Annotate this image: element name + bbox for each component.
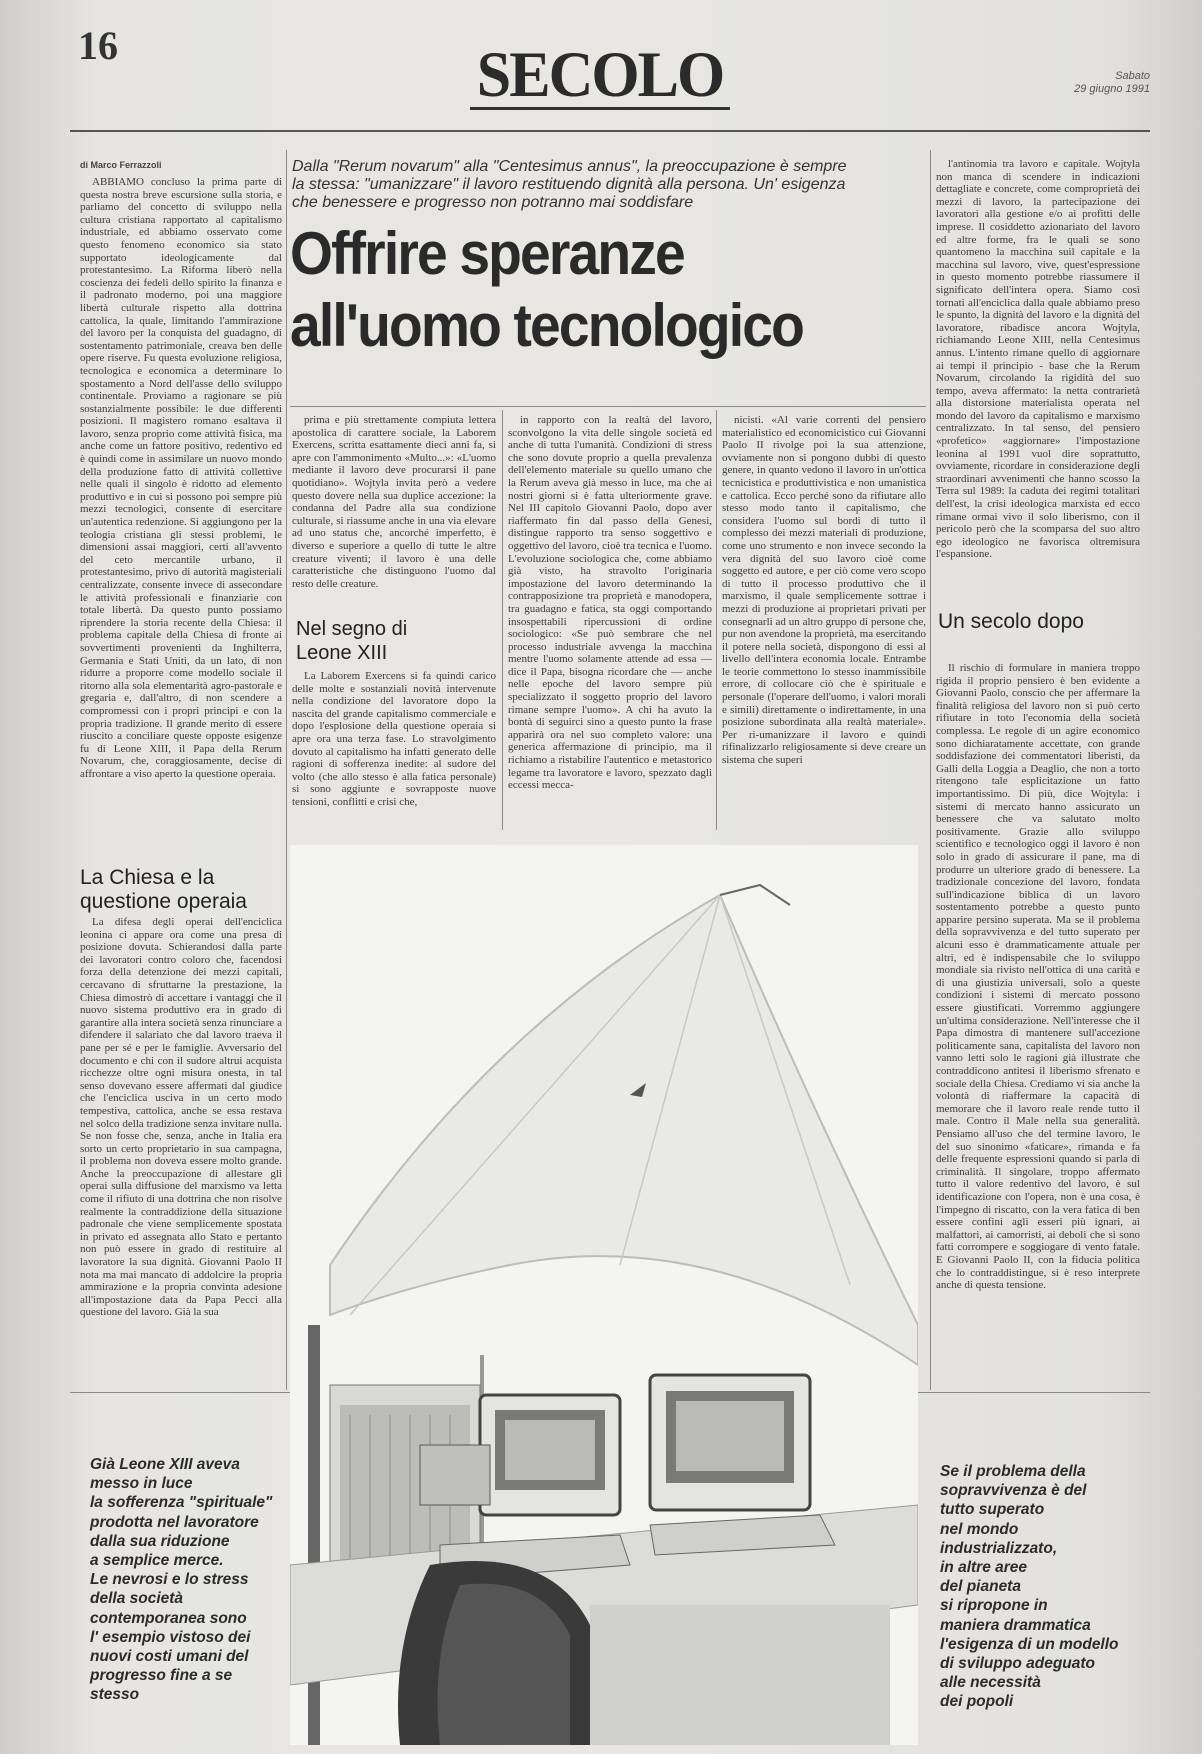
byline: di Marco Ferrazzoli [80, 160, 162, 170]
column-1-subhead: La Chiesa e la questione operaia [80, 866, 247, 913]
column-2-paragraph-2: La Laborem Exercens si fa quindi carico delle molte e sostanziali novità intervenute nella condizione del lavoratore dopo la nascita del grande capitalismo commerciale e dopo l'esplosione della questione operaia si apre ora una terza fase. Lo stravolgimento dovuto al capitalismo ha infatti generato delle ragioni di sofferenza inedite: al sudore del volto (che allo stesso è alla fatica personale) si sono aggiunte e sovrapposte nuove tensioni, conflitti e crisi che, [292, 670, 496, 808]
column-4-body [722, 414, 926, 830]
article-kicker: Dalla "Rerum novarum" alla "Centesimus annus", la preoccupazione è sempre la stessa: "umanizzare" il lavoro restituendo dignità alla persona. Un' esigenza che benessere e progresso non potranno mai soddisfare [292, 158, 847, 211]
column-1-body-2 [80, 916, 282, 1386]
pullquote-left: Già Leone XIII aveva messo in luce la sofferenza "spirituale" prodotta nel lavoratore dalla sua riduzione a semplice merce. Le nevrosi e lo stress della società contemporanea sono l' esempio vistoso dei nuovi costi umani del progresso fine a se stesso [90, 1456, 273, 1704]
computer-workstation-photo [290, 845, 918, 1745]
column-5-body [936, 158, 1140, 598]
column-2-subhead: Nel segno di Leone XIII [296, 618, 408, 664]
column-5-subhead: Un secolo dopo [938, 610, 1084, 633]
masthead-logo: SECOLO [476, 39, 724, 111]
headline-line-1: Offrire speranze [290, 220, 684, 287]
page-number: 16 [78, 23, 118, 68]
top-rule [70, 130, 1150, 132]
column-2-body-2 [292, 670, 496, 830]
column-1-paragraph-2: La difesa degli operai dell'enciclica leonina ci appare ora come una presa di posizione dovuta. Schierandosi dalla parte dei lavoratori contro coloro che, facendosi forza della detenzione dei mezzi capitali, cercavano di sfruttarne la prestazione, la Chiesa dimostrò di accettare i vantaggi che il nuovo sistema produttivo era in grado di garantire alla intera società senza rinunciare a difendere il salariato che dal lavoro traeva il pane per sé e per le famiglie. Avversario del documento e chi con il sudore altrui acquista ricchezze oltre ogni misura onesta, in tal senso dovevano essere affermati dal giudice che l'enciclica usciva in un certo modo tempestiva, cattolica, anche se essa restava nel solco della tradizione senza invitare nulla. Se non fosse che, senza, anche in Italia era sorto un certo proprietario in sua campagna, il problema non doveva essere molto grande. Anche la preoccupazione di allestare gli operai sulla diffusione del marxismo va letta come il rifiuto di una dottrina che non risolve realmente la contraddizione della situazione padronale che viene semplicemente spostata in privato ed assegnata allo Stato e pertanto non può essere in grado di restituire al lavoratore la sua dignità. Giovanni Paolo II nota ma mai mancato di addolcire la propria ammirazione e la propria convinta adesione all'impostazione data da Papa Pecci alla questione del lavoro. Già la sua [80, 916, 282, 1319]
photo-illustration [290, 845, 918, 1745]
column-1-paragraph: ABBIAMO concluso la prima parte di questa nostra breve escursione sulla storia, e parliamo del concetto di sviluppo nella cultura cristiana rapportato al capitalismo industriale, ed abbiamo osservato come questo fenomeno economico sia stato supportato ideologicamente dal protestantesimo. La Riforma liberò nella coscienza dei fedeli dello spirito la finanza e il padronato moderno, poi una maggiore libertà culturale rispetto alla dottrina cattolica, la quale, limitando l'ammirazione del lavoro per la conquista del guadagno, di sostentamento patrimoniale, creava ben delle opere riserve. Fu questa evoluzione religiosa, tecnologica e economica a determinare lo spostamento a Nord dell'asse dello sviluppo continentale. Proviamo a ragionare se più sostanzialmente possibile: le due differenti posizioni. Il magistero romano esaltava il lavoro, senza proprio come attività fisica, ma anche come un fattore positivo, redentivo ed è quindi come in assimilare un nuovo mondo della produzione fatto di attività collettive nelle quali il singolo è ridotto ad elemento produttivo e in cui si possono poi sempre più mezzi tecnologici, consente di esercitare un'autentica redenzione. Si aggiungono per la teologia cristiana gli stessi problemi, le dimensioni assai maggiori, certi all'avvento del ceto mercantile urbano, il protestantesimo, privo di autorità magisteriali centralizzate, consente invece di assecondare le attività professionali e finanziarie con totale libertà. Da questo punto possiamo riprendere la storia recente della Chiesa: il problema capitale della Chiesa di fronte ai sovvertimenti provenienti da Inghilterra, Germania e Stati Uniti, da un lato, di non ridurre a proporre come modello sociale il ritorno alla sola elementarità agro-pastorale e gregaria e, dall'altro, di non scendere a compromessi con i propri principi e con la propria tradizione. Il grande merito di essere riuscito a conciliare queste opposte esigenze fu di Leone XIII, il Papa della Rerum Novarum, che, coraggiosamente, decise di affrontare a viso aperto la questione operaia. [80, 176, 282, 780]
column-3-body [508, 414, 712, 830]
masthead [470, 40, 730, 110]
column-rule [716, 410, 717, 830]
column-5-paragraph-2: Il rischio di formulare in maniera troppo rigida il proprio pensiero è ben evidente a Giovanni Paolo, conscio che per affermare la finalità religiosa del lavoro non si può certo rifiutare in toto l'economia della società complessa. Le regole di un agire economico sono dichiaratamente accettate, con grande soddisfazione dei commentatori liberisti, da Galli della Loggia a Deaglio, che non a torto ritengono tale esplicitazione un fatto importantissimo. Di più, dice Wojtyla: i sistemi di mercato hanno assicurato un benessere che va salutato molto positivamente. Grazie allo sviluppo scientifico e tecnologico oggi il lavoro è non solo in grado di assicurare il pane, ma di produrre un ulteriore grado di benessere. La tradizionale concezione del lavoro, fondata sull'indicazione biblica di un lavoro sostentamento potrebbe a questo punto apparire persino superata. Ma se il problema della sopravvivenza e del tutto superato per alcuni esso è drammaticamente attuale per altri, ed è indispensabile che lo sviluppo mondiale sia rivisto nell'ottica di una carità e di una giustizia universali, solo a queste condizioni i sistemi di mercato possono essere giustificati. Vorremmo aggiungere un'ultima considerazione. Nell'interesse che il Papa dimostra di mantenere sull'accezione politicamente sana, capitalista del lavoro non vanno letti solo le ragioni già illustrate che contraddicono antitesi il liberismo sfrenato e sociale della Chiesa. Crediamo vi sia anche la volontà di riaffermare la capacità di memorare che il lavoro reale rende tutto il male. Contro il Male nella sua generalità. Pensiamo all'uso che del termine lavoro, le del suo sinonimo «faticare», rimanda e fa delle frequente espressioni quando si parla di criminalità. Il singolare, troppo affermato tutto il valore redentivo del lavoro, è sul identificazione con l'opera, non è una cosa, è l'impegno di riscatto, con la vera fatica di ben essere confini agli esseri più ignari, ai malfattori, ai camorristi, ai deboli che si sono fatti corrompere e soggiogare di vento fatale. E Giovanni Paolo II, con la fiducia politica che lo contraddistingue, si è reso interprete anche di questa tensione. [936, 662, 1140, 1292]
column-2-paragraph: prima e più strettamente compiuta lettera apostolica di carattere sociale, la Laborem Exercens, scritta esattamente dieci anni fa, si apre con l'ammonimento «Multo...»: «L'uomo mediante il lavoro deve procurarsi il pane quotidiano». Wojtyla invita però a vedere questo dovere nella sua duplice accezione: la condanna del Padre alla sua condizione culturale, si riassume anche in una via elevare ad uno status che, ancorché imperfetto, è diverso e superiore a quello di tutte le altre creature viventi; il lavoro è una delle caratteristiche che distinguono l'uomo dal resto delle creature. [292, 414, 496, 590]
column-rule [286, 150, 287, 1390]
dateline: Sabato 29 giugno 1991 [1074, 70, 1150, 95]
headline-line-2: all'uomo tecnologico [290, 292, 804, 359]
pullquote-right: Se il problema della sopravvivenza è del tutto superato nel mondo industrializzato, in altre aree del pianeta si ripropone in maniera drammatica l'esigenza di un modello di sviluppo adeguato alle necessità dei popoli [940, 1463, 1119, 1711]
section-rule [290, 406, 926, 407]
column-1-body [80, 176, 282, 856]
column-4-paragraph: nicisti. «Al varie correnti del pensiero materialistico ed economicistico cui Giovanni Paolo II rivolge poi la sua attenzione, ovviamente non si pongono dubbi di questo genere, in quanto vedono il lavoro in un'ottica tecnicistica e produttivistica e non umanistica e cattolica. Ecco perché sono da rifiutare allo stesso modo tanto il capitalismo, che considera l'uomo sul bordi di tutto il complesso dei mezzi materiali di produzione, come uno strumento e non invece secondo la vera dignità del suo lavoro cioè come soggetto ed autore, e per ciò come vero scopo di tutto il processo produttivo che il marxismo, il quale semplicemente sottrae i mezzi di produzione ai proprietari privati per consegnarli ad un altro gruppo di persone che, pur non avendone la proprietà, ma esercitando il potere nella società, dispongono di essi al livello dell'intera economia locale. Entrambe le teorie commettono lo stesso inammissibile errore, di collocare ciò che è spirituale e personale (l'operare dell'uomo, i valori morali e simili) direttamente o indirettamente, in una posizione subordinata alla realtà materiale». Per ri-umanizzare il lavoro e quindi rifinalizzarlo religiosamente si deve creare un sistema che superi [722, 414, 926, 767]
column-rule [502, 410, 503, 830]
column-rule [930, 150, 931, 1390]
column-3-paragraph: in rapporto con la realtà del lavoro, sconvolgono la vita delle singole società ed anche di tutta l'umanità. Condizioni di stress che sono dovute proprio a quella prevalenza dell'elemento materiale su quello umano che la Rerum aveva già messo in luce, ma che ai nostri giorni si è fatta ulteriormente grave. Nel III capitolo Giovanni Paolo, dopo aver riaffermato fin dal passo della Genesi, distingue rapporto tra senso soggettivo e oggettivo del lavoro, cioè tra tecnica e l'uomo. L'evoluzione sociologica che, come abbiamo già visto, ha stravolto l'originaria impostazione del lavoro determinando la contrapposizione tra proprietà e manodopera, tra guadagno e fatica, sta oggi comportando insospettabili ripercussioni di ordine sociologico: «Se può sembrare che nel processo industriale avvenga la macchina mentre l'uomo solamente attende ad essa — dice il Papa, bisogna ricordare che — anche nelle epoche del lavoro sempre più specializzato il soggetto proprio del lavoro rimane sempre l'uomo». A chi ha avuto la bontà di seguirci sino a questo punto la frase apparirà ora nel suo completo valore: una generica affermazione di principio, ma il richiamo a ristabilire l'autentico e metastorico legame tra lavoratore e lavoro, spezzato dagli eccessi mecca- [508, 414, 712, 792]
column-2-body [292, 414, 496, 614]
article-headline [290, 218, 842, 362]
column-5-paragraph: l'antinomia tra lavoro e capitale. Wojtyla non manca di scendere in indicazioni dettagliate e concrete, come comproprietà dei mezzi di lavoro, la partecipazione dei lavoratori alla gestione e/o ai profitti delle imprese. Il cosiddetto azionariato del lavoro ed altre forme, fra le quali se sono quantomeno la macchina suil capitale e la macchina sul lavoro, vive, quest'espressione in questo momento potrebbe riassumere il significato dell'intera opera. Siamo così tornati all'enciclica dalla quale abbiamo preso le spunto, la dignità del lavoro e la dignità del lavoratore, ribadisce ancora Wojtyla, richiamando Leone XIII, nella Centesimus annus. L'intento rimane quello di aggiornare ai tempi il principio - base che la Rerum Novarum, circolando la rigidità del suo tempo, aveva affermato: la netta contrarietà alla distorsione materialista operata nel mondo del lavoro da capitalismo e marxismo centralizzato. In tal senso, del pensiero «profetico» «aggiornare» l'impostazione leonina al 1991 vuol dire soprattutto, ovviamente, ricordare in considerazione degli straordinari avvenimenti che hanno scosso la Terra sul 1989: la caduta dei regimi totalitari dell'est, la crisi ideologica marxista ed ecco rimane ormai vivo il solo liberismo, con il pericolo però che la scomparsa del suo altro ego ideologico ne favorisca oltremisura l'espansione. [936, 158, 1140, 561]
column-5-body-2 [936, 662, 1140, 1382]
